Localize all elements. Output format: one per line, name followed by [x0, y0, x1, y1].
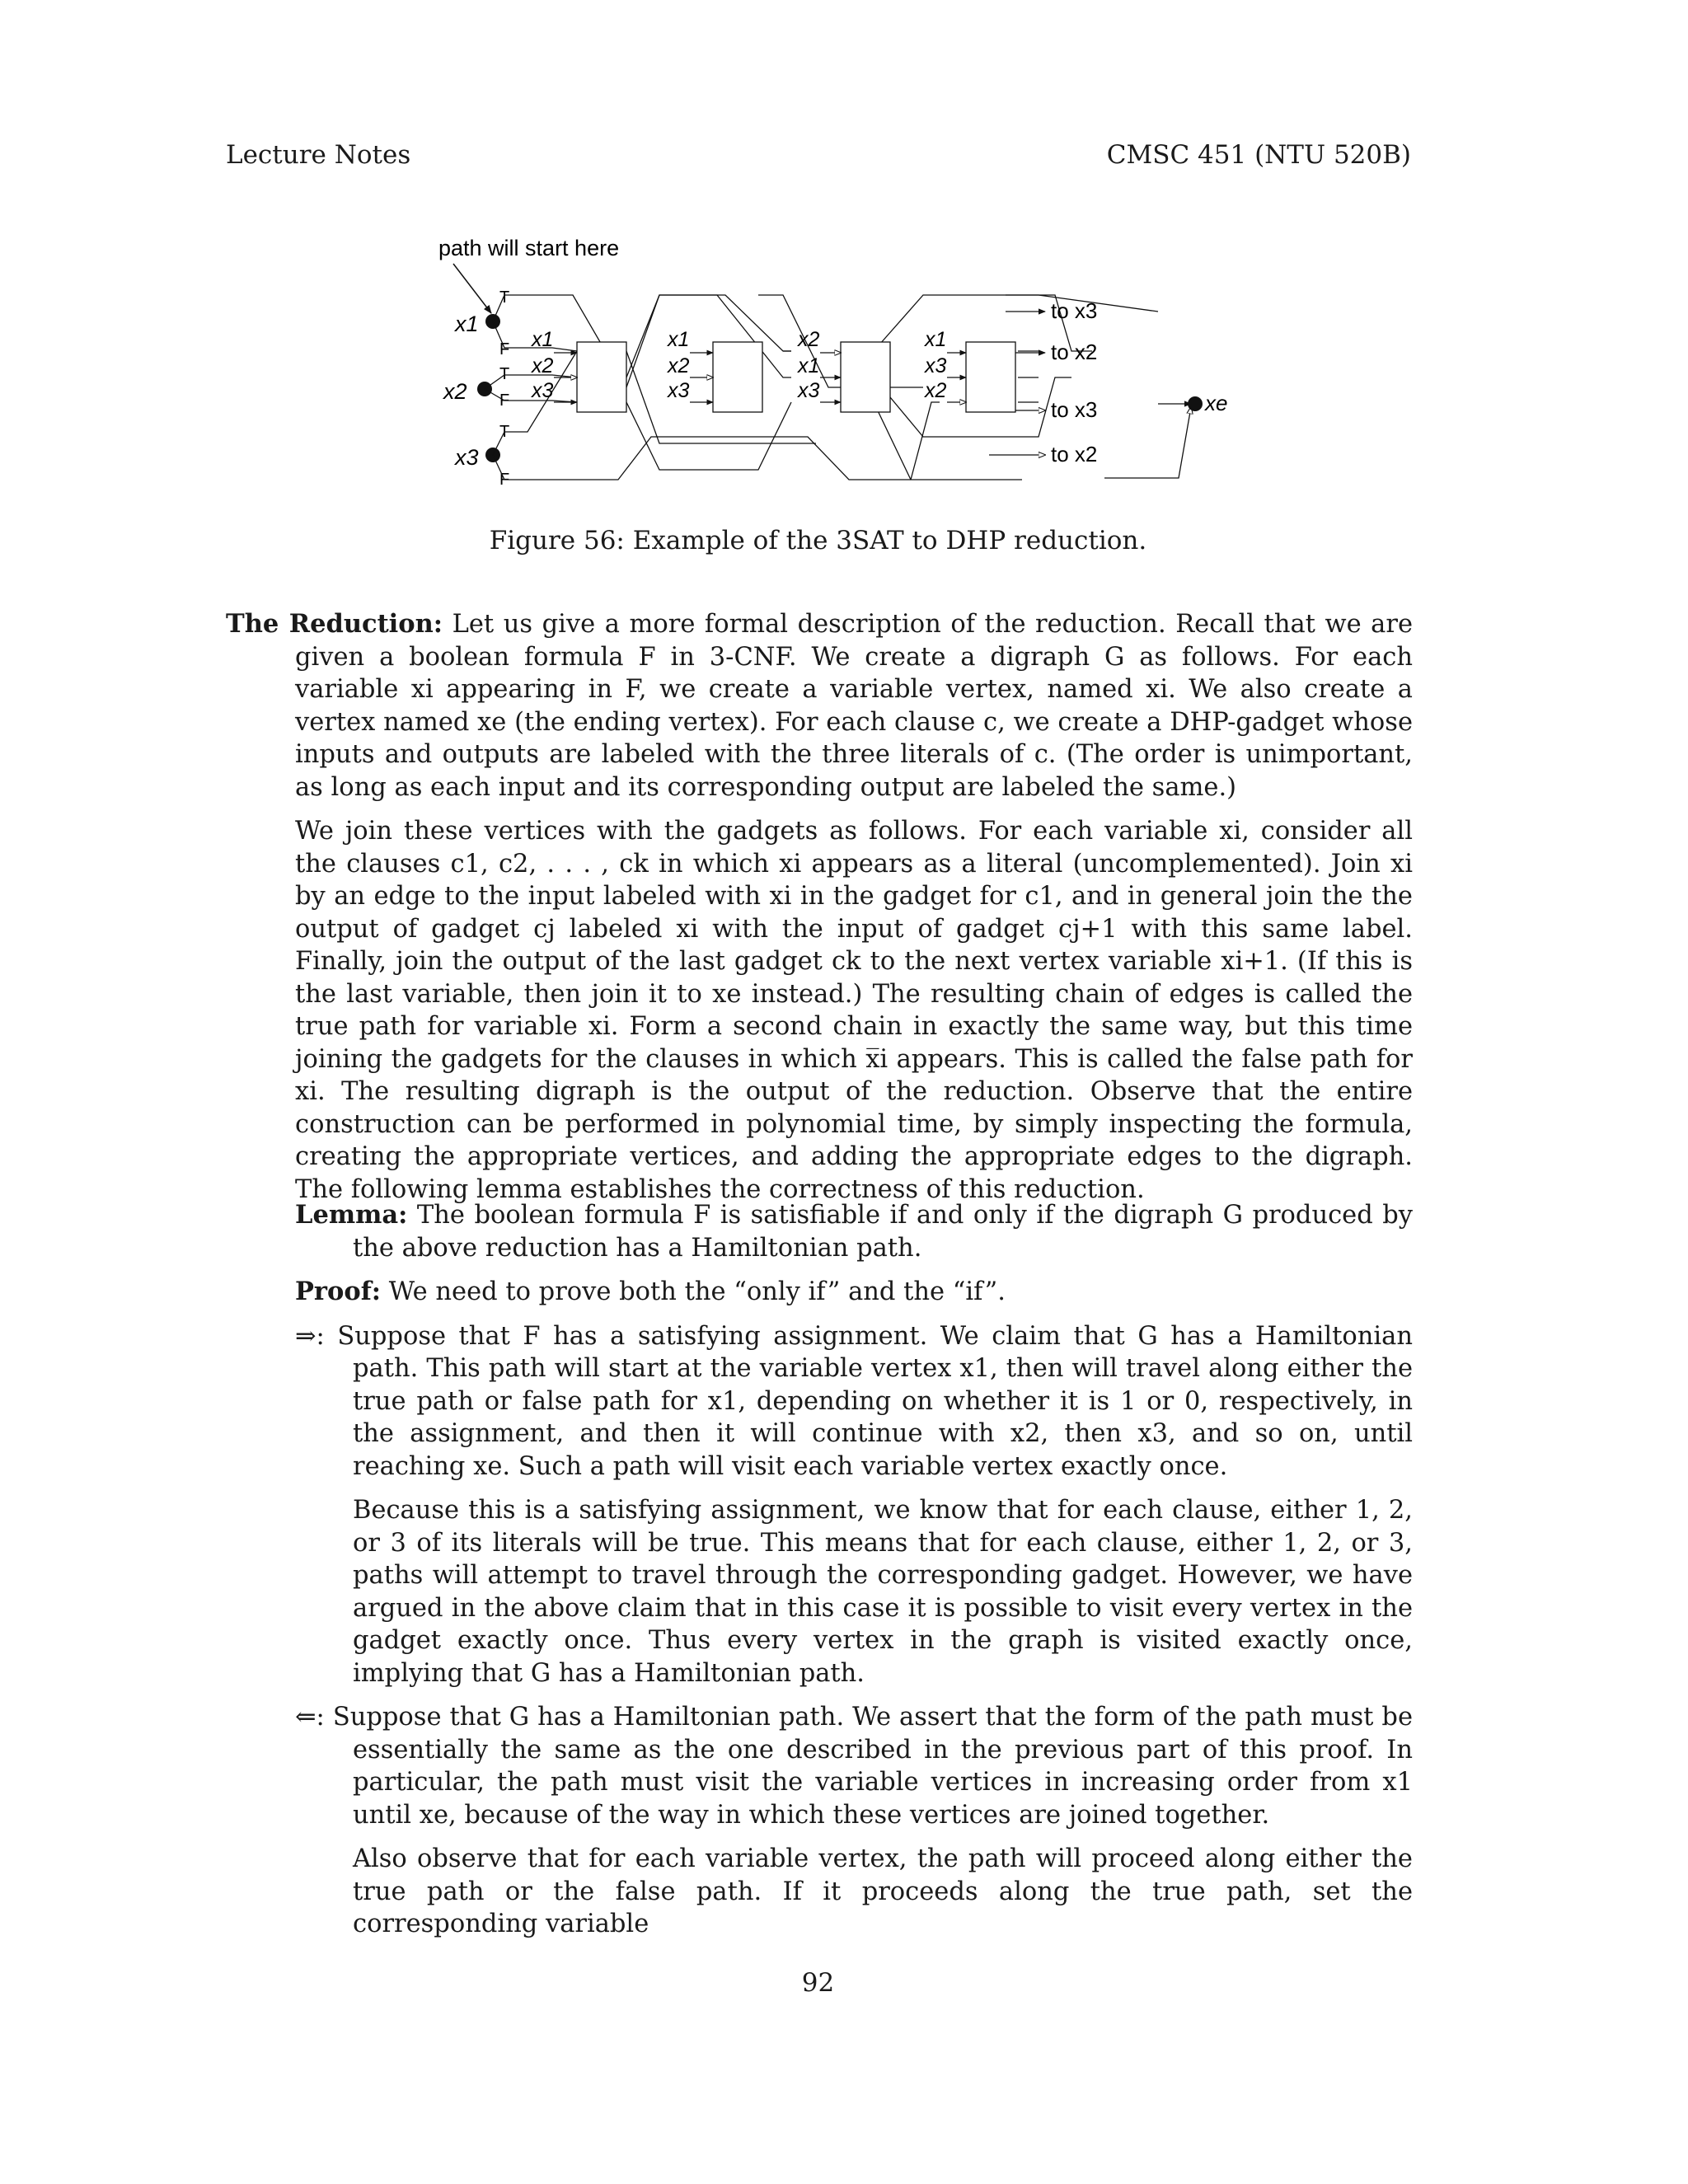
t-label-x2: T: [499, 365, 510, 383]
f-label-x1: F: [499, 340, 510, 359]
out-label-4: to x2: [1051, 442, 1098, 466]
if-paragraph-2: Also observe that for each variable vertex, the path will proceed along either the true path or the false path. If it proceeds along the true path, set the corresponding variable: [353, 1844, 1413, 1938]
proof-text: We need to prove both the “only if” and the “if”.: [388, 1277, 1006, 1306]
lemma-text: The boolean formula F is satisfiable if and only if the digraph G produced by the above reduction has a Hamiltonian path.: [353, 1201, 1413, 1263]
reduction-paragraph-2: We join these vertices with the gadgets as follows. For each variable xi, consider all the clauses c1, c2, . . . , ck in which xi appears as a literal (uncomplemented). Join xi by an edge to the input labeled with xi in the gadget for c1, and in general join the the output of gadget cj labeled xi with the input of gadget cj+1 with this same label. Finally, join the output of the last gadget ck to the next vertex variable xi+1. (If this is the last variable, then join it to xe instead.) The resulting chain of edges is called the true path for variable xi. Form a second chain in exactly the same way, but this time joining the gadgets for the clauses in which x̅i appears. This is called the false path for xi. The resulting digraph is the output of the reduction. Observe that the entire construction can be performed in polynomial time, by simply inspecting the formula, creating the appropriate vertices, and adding the appropriate edges to the digraph. The following lemma establishes the correctness of this reduction.: [295, 817, 1413, 1204]
gadget-c3: [841, 342, 890, 412]
g1-in-b: x2: [532, 354, 554, 377]
f-label-x3: F: [499, 471, 510, 489]
lemma-section: [226, 1199, 1413, 1952]
xe-label: xe: [1205, 391, 1228, 415]
lemma-heading: Lemma:: [295, 1200, 408, 1230]
x3-label: x3: [455, 445, 479, 470]
g2-in-b: x2: [668, 354, 690, 377]
only-if-paragraph-1: Suppose that F has a satisfying assignment. We claim that G has a Hamiltonian path. This path will start at the variable vertex x1, then will travel along either the true path or false path for x1, depending on whether it is 1 or 0, respectively, in the assignment, and then it will continue with x2, then x3, and so on, until reaching xe. Such a path will visit each variable vertex exactly once.: [337, 1321, 1413, 1481]
g3-in-b: x1: [798, 354, 820, 377]
g1-in-a: x1: [532, 328, 554, 351]
if-paragraph-1: Suppose that G has a Hamiltonian path. We assert that the form of the path must be essentially the same as the one described in the previous part of this proof. In particular, the path must visit the variable vertices in increasing order from x1 until xe, because of the way in which these vertices are joined together.: [332, 1703, 1414, 1830]
g4-in-c: x2: [925, 379, 947, 402]
only-if-heading: ⇒:: [295, 1321, 325, 1351]
t-label-x3: T: [499, 423, 510, 441]
x2-label: x2: [443, 379, 467, 404]
gadget-c2: [713, 342, 762, 412]
out-label-2: to x2: [1051, 340, 1098, 364]
proof-heading: Proof:: [295, 1277, 382, 1306]
f-label-x2: F: [499, 391, 510, 410]
g4-in-a: x1: [925, 328, 947, 351]
only-if-paragraph-2: Because this is a satisfying assignment, we know that for each clause, either 1, 2, or 3 of its literals will be true. This means that for each clause, either 1, 2, or 3, paths will attempt to travel through the corresponding gadget. However, we have argued in the above claim that in this case it is possible to visit every vertex in the gadget exactly once. Thus every vertex in the graph is visited exactly once, implying that G has a Hamiltonian path.: [353, 1496, 1413, 1688]
start-annotation: path will start here: [438, 236, 620, 260]
if-heading: ⇐:: [295, 1703, 325, 1732]
reduction-paragraph-1: Let us give a more formal description of the reduction. Recall that we are given a boolean formula F in 3-CNF. We create a digraph G as follows. For each variable xi appearing in F, we create a variable vertex, named xi. We also create a vertex named xe (the ending vertex). For each clause c, we create a DHP-gadget whose inputs and outputs are labeled with the three literals of c. (The order is unimportant, as long as each input and its corresponding output are labeled the same.): [295, 610, 1413, 802]
gadget-c4: [966, 342, 1015, 412]
g4-in-b: x3: [925, 354, 947, 377]
g3-in-a: x2: [798, 328, 820, 351]
reduction-heading: The Reduction:: [226, 609, 443, 639]
reduction-section: [226, 608, 1413, 1217]
running-header-right: CMSC 451 (NTU 520B): [1106, 140, 1411, 170]
g2-in-a: x1: [668, 328, 690, 351]
xe-vertex: [1188, 396, 1203, 411]
x1-label: x1: [455, 312, 479, 336]
start-arrow: [453, 264, 491, 313]
g3-in-c: x3: [798, 379, 820, 402]
t-label-x1: T: [499, 288, 510, 307]
page-number: 92: [801, 1968, 835, 1998]
out-label-1: to x3: [1051, 298, 1098, 323]
figure-caption: Figure 56: Example of the 3SAT to DHP reduction.: [489, 526, 1147, 555]
gadget-c1: [577, 342, 626, 412]
g2-in-c: x3: [668, 379, 690, 402]
g1-in-c: x3: [532, 379, 554, 402]
running-header-left: Lecture Notes: [226, 140, 411, 170]
reduction-figure: [412, 231, 1228, 503]
out-label-3: to x3: [1051, 397, 1098, 422]
